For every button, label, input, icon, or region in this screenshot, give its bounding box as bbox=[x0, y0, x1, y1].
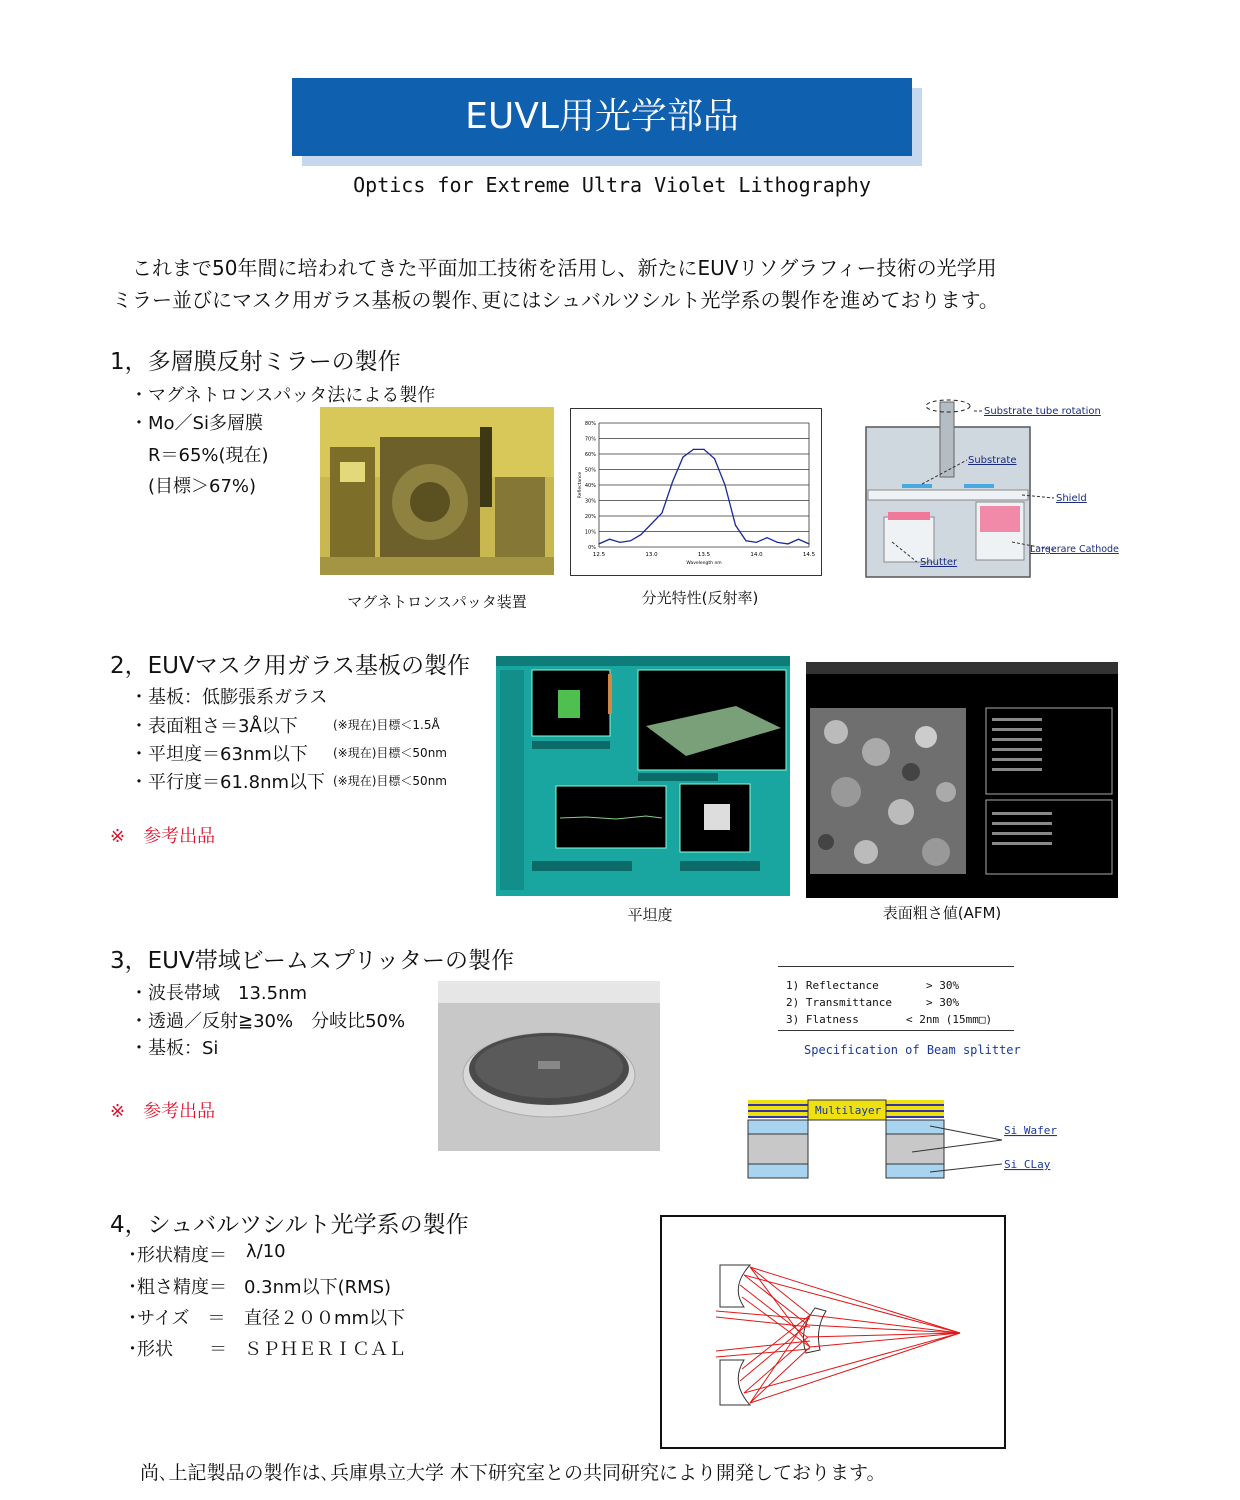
intro-line-2: ミラー並びにマスク用ガラス基板の製作､更にはシュバルツシルト光学系の製作を進めております。 bbox=[112, 288, 999, 312]
section3-bullet: ・波長帯域 13.5nm bbox=[130, 983, 308, 1004]
spec-value: > 30% bbox=[926, 979, 960, 992]
afm-caption: 表面粗さ値(AFM) bbox=[882, 904, 1002, 922]
spec-value: > 30% bbox=[926, 996, 960, 1009]
chart-y-tick-label: 30% bbox=[584, 498, 596, 505]
chart-data-point bbox=[682, 457, 683, 458]
section4-label: ･形状 ＝ bbox=[128, 1339, 227, 1360]
section2-note: (※現在)目標＜1.5Å bbox=[333, 718, 440, 732]
chart-data-point bbox=[598, 543, 599, 544]
chart-data-point bbox=[693, 449, 694, 450]
section2-bullet: ・基板：低膨張系ガラス bbox=[130, 687, 328, 708]
section1-heading: 1，多層膜反射ミラーの製作 bbox=[110, 349, 401, 375]
chart-data-point bbox=[745, 540, 746, 541]
si-clay-label: Si CLay bbox=[1004, 1158, 1051, 1171]
spec-caption: Specification of Beam splitter bbox=[804, 1043, 1021, 1057]
section4-label: ･サイズ ＝ bbox=[128, 1308, 226, 1329]
diagram-label-shutter: Shutter bbox=[920, 557, 958, 568]
section1-bullet: ・マグネトロンスパッタ法による製作 bbox=[130, 385, 436, 406]
si-wafer-label: Si Wafer bbox=[1004, 1124, 1057, 1137]
section1-bullet: (目標＞67%) bbox=[148, 476, 257, 497]
sputter-photo bbox=[320, 407, 554, 575]
chart-data-point bbox=[672, 481, 673, 482]
chart-y-tick-label: 10% bbox=[584, 529, 596, 536]
footer-note: 尚､上記製品の製作は､兵庫県立大学 木下研究室との共同研究により開発しております。 bbox=[140, 1462, 886, 1484]
flatness-screenshot bbox=[496, 656, 790, 896]
chart-x-axis-label: Wavelength nm bbox=[686, 561, 722, 566]
spec-table bbox=[786, 977, 992, 1028]
section2-note: (※現在)目標＜50nm bbox=[333, 774, 447, 788]
chart-data-point bbox=[714, 458, 715, 459]
reflectance-chart-frame bbox=[570, 408, 822, 576]
chart-y-tick-label: 20% bbox=[584, 514, 596, 520]
section2-bullet: ・平坦度＝63nm以下 bbox=[130, 744, 308, 765]
beam-splitter-diagram bbox=[740, 1094, 1080, 1184]
diagram-label-cathode: Largerare Cathode bbox=[1030, 544, 1119, 555]
chart-data-point bbox=[808, 543, 809, 544]
chart-x-tick-label: 13.0 bbox=[645, 552, 658, 558]
diagram-label-rotation: Substrate tube rotation bbox=[984, 406, 1101, 417]
multilayer-label: Multilayer bbox=[815, 1104, 882, 1117]
diagram-label-substrate: Substrate bbox=[968, 455, 1017, 466]
spec-label: 3) Flatness bbox=[786, 1013, 859, 1026]
section4-label: ･形状精度＝ bbox=[128, 1245, 227, 1266]
reflectance-chart-caption: 分光特性(反射率) bbox=[641, 589, 759, 607]
chart-data-point bbox=[735, 525, 736, 526]
section4-value: 0.3nm以下(RMS) bbox=[244, 1277, 392, 1298]
chart-data-point bbox=[651, 523, 652, 524]
section2-reference-note: ※ 参考出品 bbox=[110, 826, 216, 847]
section3-bullet: ・基板：Si bbox=[130, 1038, 219, 1059]
chart-data-point bbox=[630, 540, 631, 541]
section4-heading: 4，シュバルツシルト光学系の製作 bbox=[110, 1212, 469, 1238]
page-subtitle: Optics for Extreme Ultra Violet Lithography bbox=[353, 173, 871, 197]
spec-value: < 2nm (15mm□) bbox=[906, 1013, 993, 1026]
chart-x-tick-label: 13.5 bbox=[697, 552, 711, 558]
reflectance-chart bbox=[571, 409, 821, 575]
section2-heading: 2，EUVマスク用ガラス基板の製作 bbox=[110, 653, 471, 679]
chart-data-point bbox=[619, 542, 620, 543]
page-title: EUVL用光学部品 bbox=[292, 78, 912, 156]
section3-bullet: ・透過／反射≧30% 分岐比50% bbox=[130, 1011, 406, 1032]
chart-data-point bbox=[777, 542, 778, 543]
flatness-caption: 平坦度 bbox=[627, 906, 673, 924]
section2-note: (※現在)目標＜50nm bbox=[333, 746, 447, 760]
chart-x-tick-label: 14.5 bbox=[802, 552, 816, 558]
chart-data-point bbox=[766, 537, 767, 538]
section4-label: ･粗さ精度＝ bbox=[128, 1277, 227, 1298]
chart-y-tick-label: 0% bbox=[588, 545, 596, 551]
section4-value: ＳＰＨＥＲＩＣＡＬ bbox=[244, 1339, 406, 1360]
afm-screenshot bbox=[806, 662, 1118, 898]
chart-data-point bbox=[798, 539, 799, 540]
intro-line-1: これまで50年間に培われてきた平面加工技術を活用し、新たにEUVリソグラフィー技術の光学用 bbox=[132, 256, 997, 280]
beam-splitter-photo bbox=[438, 981, 660, 1151]
section3-heading: 3，EUV帯域ビームスプリッターの製作 bbox=[110, 948, 514, 974]
schwarzschild-diagram bbox=[660, 1215, 1006, 1449]
chart-x-tick-label: 14.0 bbox=[750, 552, 763, 558]
intro-paragraph bbox=[112, 252, 1132, 316]
section1-bullet: R＝65%(現在) bbox=[148, 445, 269, 466]
section4-value: 直径２００mm以下 bbox=[244, 1308, 406, 1329]
sputter-diagram bbox=[862, 392, 1122, 580]
chart-y-tick-label: 50% bbox=[584, 467, 596, 474]
section4-value: λ/10 bbox=[246, 1241, 286, 1262]
diagram-label-shield: Shield bbox=[1056, 493, 1087, 504]
chart-data-point bbox=[661, 512, 662, 513]
spec-table-bottom-rule bbox=[778, 1030, 1014, 1031]
chart-data-point bbox=[756, 542, 757, 543]
spec-label: 2) Transmittance bbox=[786, 996, 892, 1009]
chart-data-point bbox=[787, 543, 788, 544]
chart-y-tick-label: 80% bbox=[584, 421, 596, 427]
section3-reference-note: ※ 参考出品 bbox=[110, 1101, 216, 1122]
section2-bullet: ・表面粗さ＝3Å以下 bbox=[130, 716, 298, 737]
chart-y-axis-label: Reflectance bbox=[578, 471, 583, 499]
chart-x-tick-label: 12.5 bbox=[592, 552, 606, 558]
spec-label: 1) Reflectance bbox=[786, 979, 879, 992]
chart-data-point bbox=[724, 484, 725, 485]
chart-y-tick-label: 60% bbox=[584, 452, 596, 458]
chart-data-point bbox=[640, 534, 641, 535]
chart-series-line bbox=[599, 449, 809, 544]
chart-data-point bbox=[609, 539, 610, 540]
sputter-photo-caption: マグネトロンスパッタ装置 bbox=[347, 593, 527, 611]
chart-data-point bbox=[703, 449, 704, 450]
section1-bullet: ・Mo／Si多層膜 bbox=[130, 413, 263, 434]
section2-bullet: ・平行度＝61.8nm以下 bbox=[130, 772, 326, 793]
spec-table-top-rule bbox=[778, 966, 1014, 967]
chart-y-tick-label: 70% bbox=[584, 436, 596, 443]
chart-y-tick-label: 40% bbox=[584, 483, 596, 489]
